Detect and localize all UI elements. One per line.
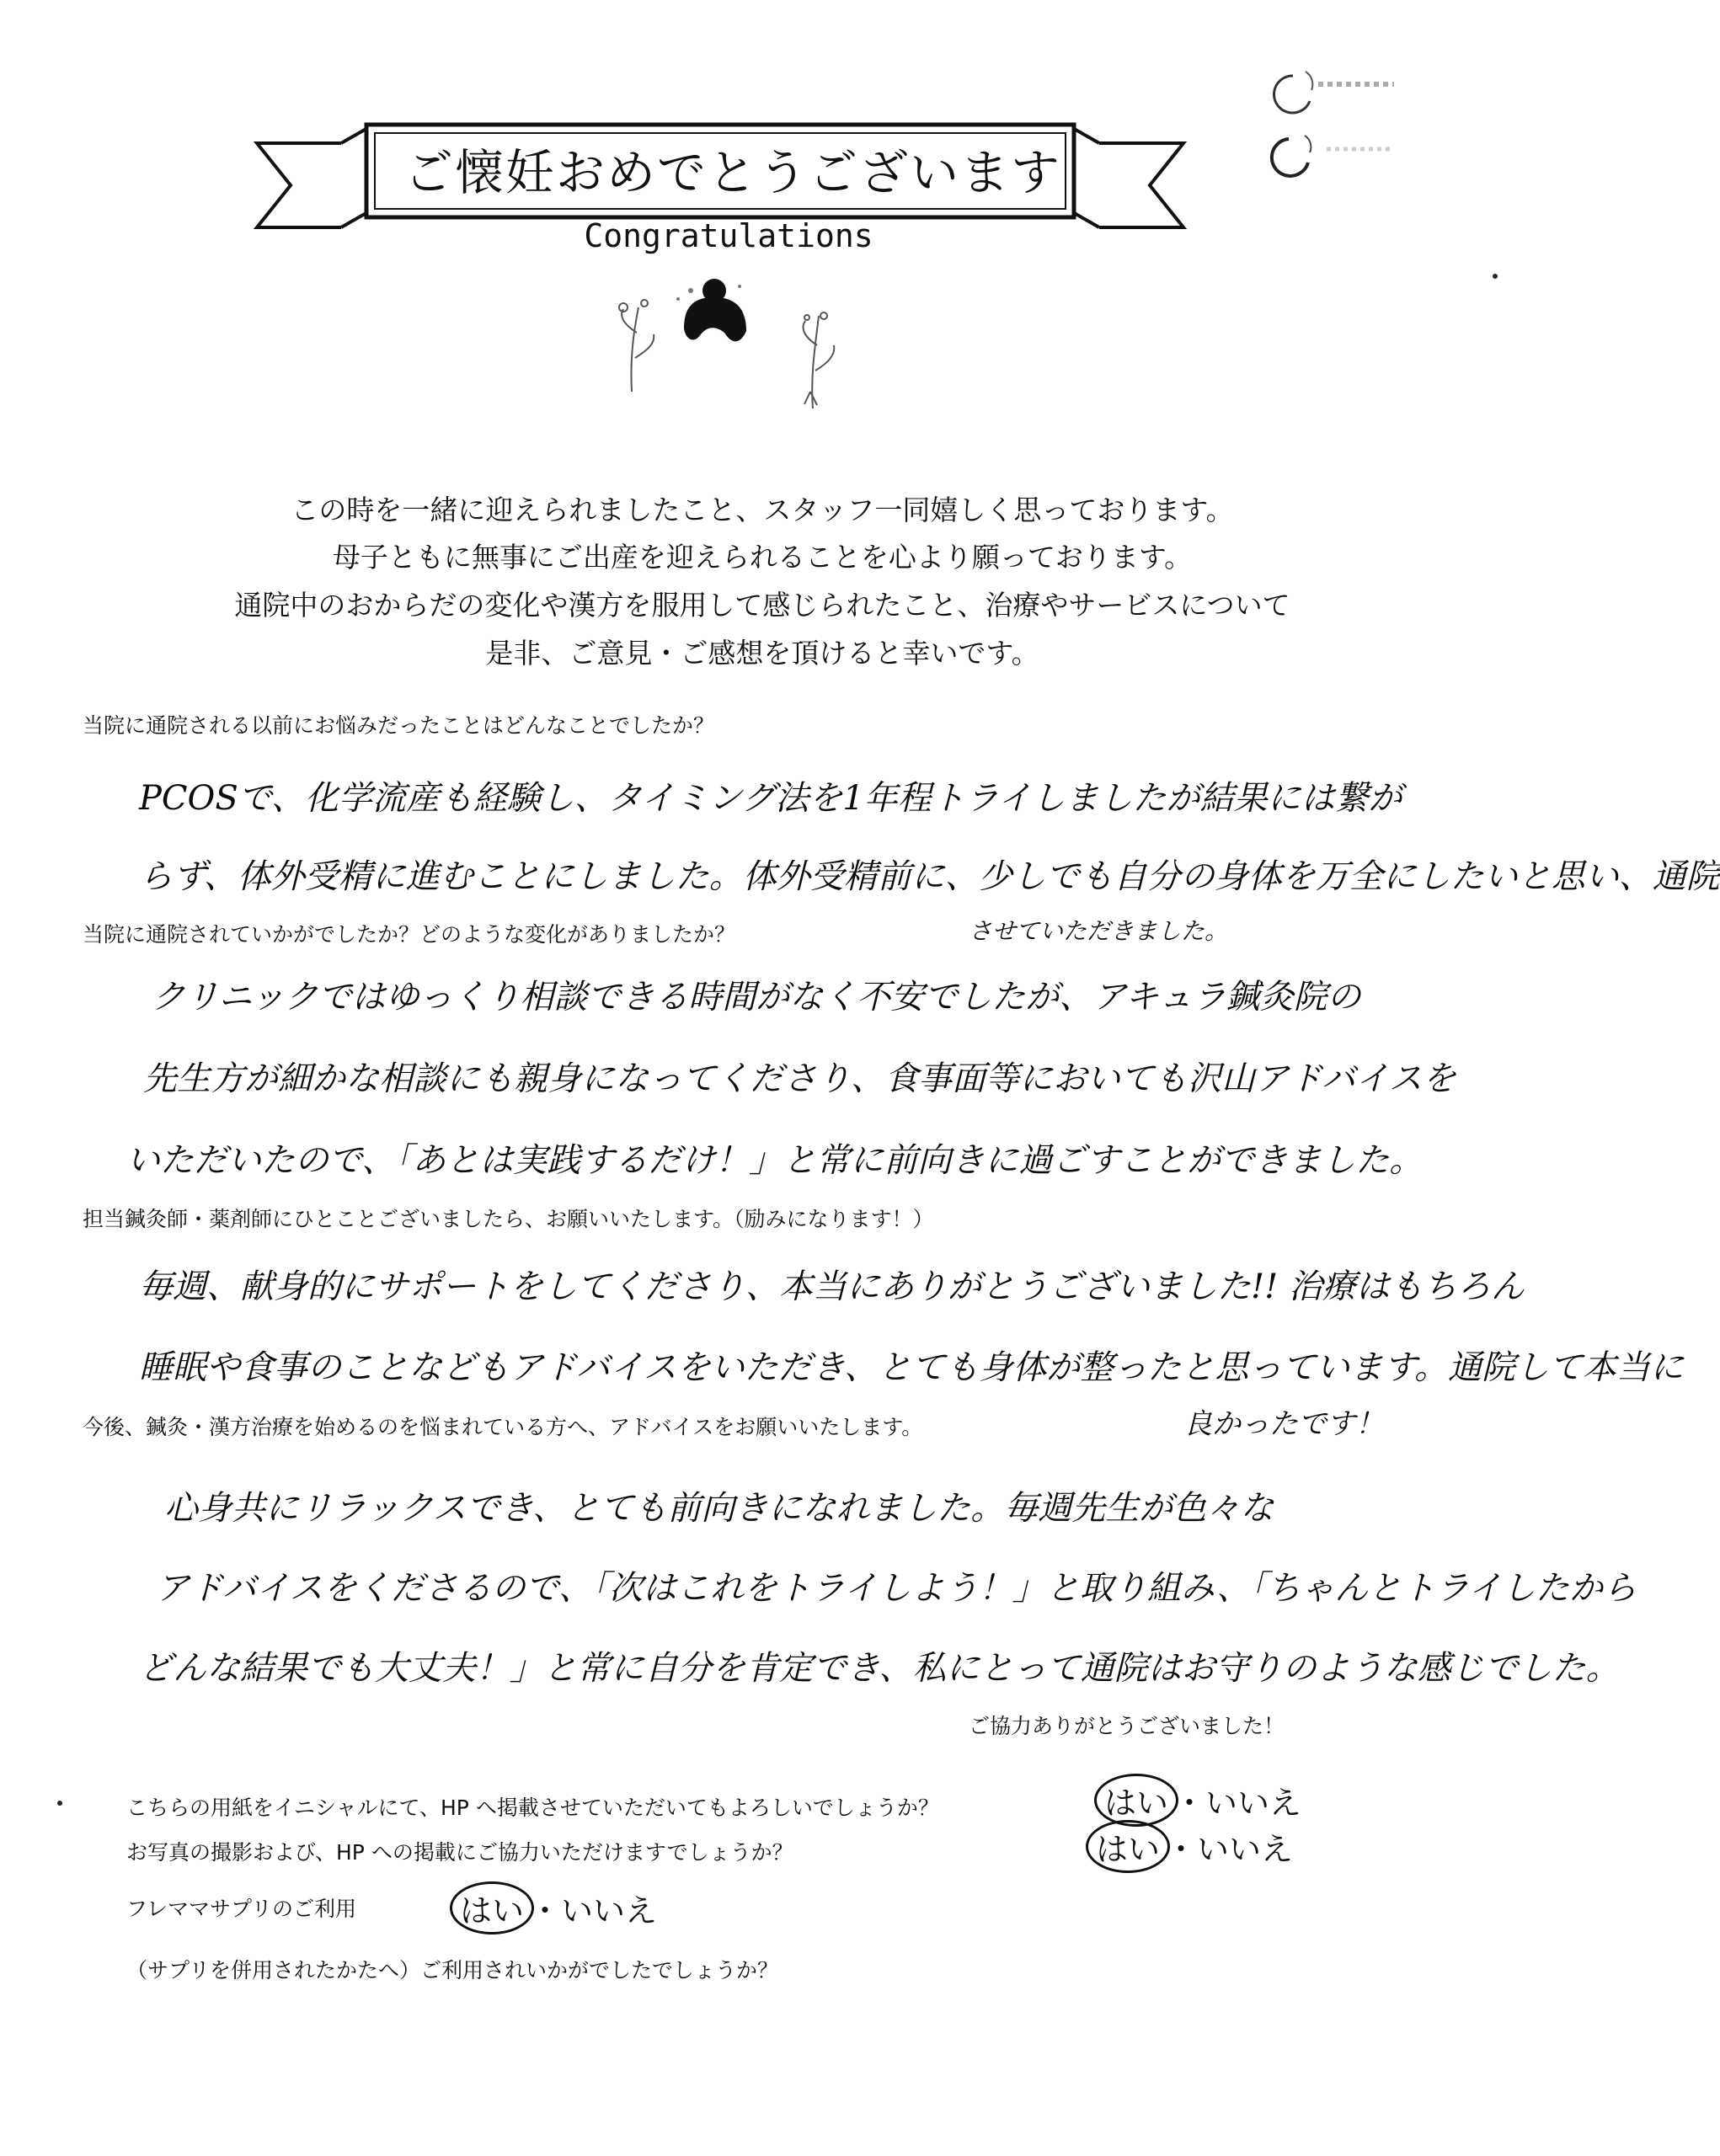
page-title: ご懐妊おめでとうございます: [403, 144, 1061, 201]
intro-line: 通院中のおからだの変化や漢方を服用して感じられたこと、治療やサービスについて: [234, 589, 1290, 622]
handwritten-answer-line: 心身共にリラックスでき、とても前向きになれました。毎週先生が色々な: [164, 1489, 1274, 1528]
intro-line: 是非、ご意見・ご感想を頂けると幸いです。: [485, 637, 1039, 670]
choice-separator: ・: [1165, 1831, 1198, 1868]
yes-option-circled[interactable]: はい: [1099, 1777, 1173, 1823]
handwritten-answer-line: らず、体外受精に進むことにしました。体外受精前に、少しでも自分の身体を万全にしたいと思い、通院: [139, 857, 1720, 896]
clinic-logo: [1268, 55, 1461, 189]
choice-separator: ・: [1173, 1785, 1206, 1822]
handwritten-answer-line: どんな結果でも大丈夫！」と常に自分を肯定でき、私にとって通院はお守りのような感じでした。: [139, 1649, 1620, 1688]
question-label: 当院に通院されていかがでしたか？どのような変化がありましたか？: [83, 922, 736, 947]
intro-line: 母子ともに無事にご出産を迎えられることを心より願っております。: [332, 541, 1193, 574]
handwritten-answer-line: 良かったです！: [1183, 1407, 1384, 1441]
consent-question: お写真の撮影および、HP への掲載にご協力いただけますでしょうか？: [126, 1840, 793, 1865]
scan-speck: [57, 1801, 62, 1806]
handwritten-answer-line: 先生方が細かな相談にも親身になってくださり、食事面等においても沢山アドバイスを: [143, 1059, 1456, 1098]
no-option[interactable]: いいえ: [561, 1892, 658, 1929]
decorative-illustration: [590, 265, 884, 425]
consent-question: こちらの用紙をイニシャルにて、HP へ掲載させていただいてもよろしいでしょうか？: [126, 1796, 939, 1820]
congratulations-subtitle: Congratulations: [584, 217, 873, 254]
handwritten-answer-line: 毎週、献身的にサポートをしてくださり、本当にありがとうございました!! 治療はもちろん: [139, 1267, 1525, 1306]
handwritten-answer-line: いただいたので、「あとは実践するだけ！」と常に前向きに過ごすことができました。: [126, 1141, 1424, 1180]
no-option[interactable]: いいえ: [1197, 1831, 1294, 1868]
question-label: 担当鍼灸師・薬剤師にひとことございましたら、お願いいたします。（励みになります！）: [83, 1207, 934, 1231]
intro-line: この時を一緒に迎えられましたこと、スタッフ一同嬉しく思っております。: [291, 494, 1234, 526]
thanks-message: ご協力ありがとうございました！: [969, 1714, 1285, 1738]
consent-choice: [1091, 1823, 1293, 1870]
consent-choice: [1099, 1777, 1301, 1823]
handwritten-answer-line: 睡眠や食事のことなどもアドバイスをいただき、とても身体が整ったと思っています。通院して本当に: [139, 1348, 1684, 1387]
handwritten-answer-line: クリニックではゆっくり相談できる時間がなく不安でしたが、アキュラ鍼灸院の: [152, 978, 1361, 1017]
consent-question: （サプリを併用されたかたへ）ご利用されいかがでしたでしょうか？: [126, 1958, 779, 1983]
yes-option-circled[interactable]: はい: [1091, 1823, 1165, 1870]
question-label: 今後、鍼灸・漢方治療を始めるのを悩まれている方へ、アドバイスをお願いいたします。: [83, 1415, 923, 1439]
handwritten-answer-line: PCOSで、化学流産も経験し、タイミング法を1年程トライしましたが結果には繋が: [139, 779, 1402, 818]
choice-separator: ・: [529, 1892, 562, 1929]
yes-option-circled[interactable]: はい: [455, 1885, 529, 1931]
consent-question: フレママサプリのご利用: [126, 1897, 357, 1921]
scan-speck: [1493, 274, 1498, 279]
question-label: 当院に通院される以前にお悩みだったことはどんなことでしたか？: [83, 713, 715, 738]
no-option[interactable]: いいえ: [1205, 1785, 1302, 1822]
consent-choice: [455, 1885, 657, 1931]
handwritten-answer-line: させていただきました。: [969, 917, 1229, 945]
handwritten-answer-line: アドバイスをくださるので、「次はこれをトライしよう！」と取り組み、「ちゃんとトライしたから: [156, 1569, 1637, 1608]
